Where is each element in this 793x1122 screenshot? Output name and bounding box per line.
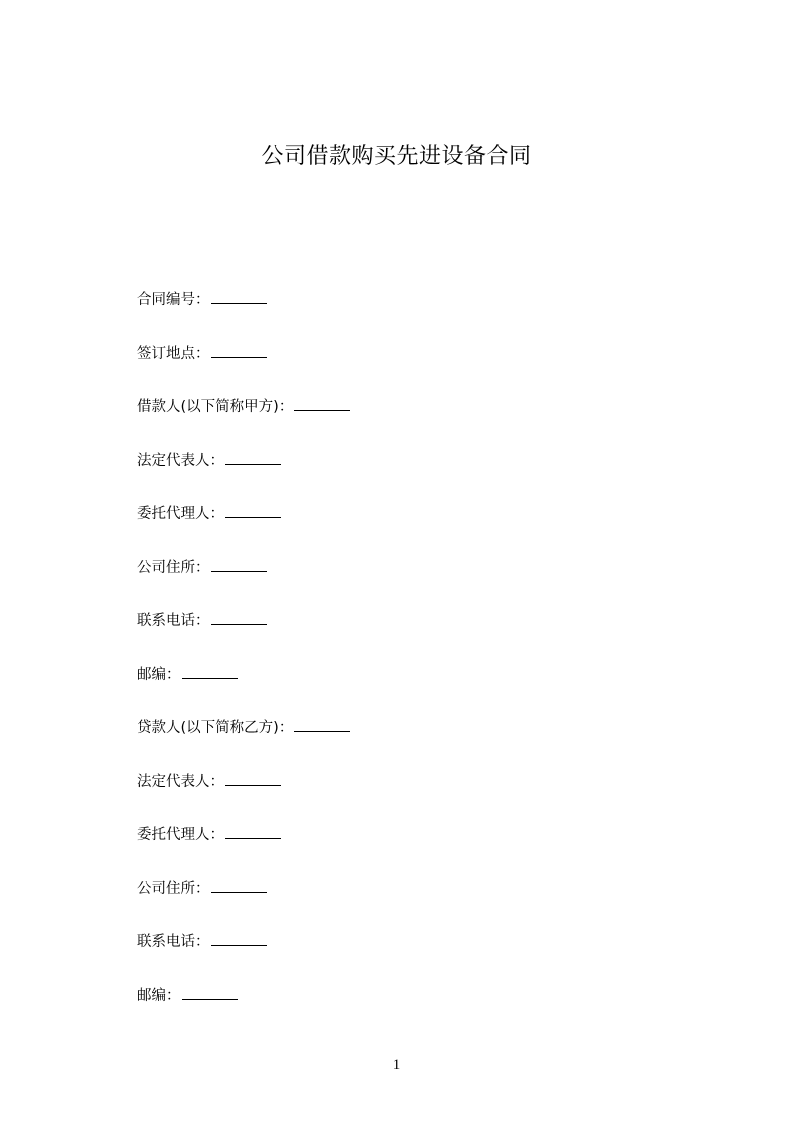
fill-in-blank bbox=[211, 557, 267, 572]
fill-in-blank bbox=[211, 878, 267, 893]
fill-in-blank bbox=[211, 289, 267, 304]
field-contract-number bbox=[137, 289, 697, 343]
field-lender-address bbox=[137, 878, 697, 932]
field-label: 法定代表人： bbox=[137, 452, 224, 469]
field-label: 贷款人(以下简称乙方)： bbox=[137, 720, 294, 736]
fill-in-blank bbox=[225, 450, 281, 465]
field-borrower-postcode bbox=[137, 664, 697, 718]
field-borrower-agent bbox=[137, 503, 697, 557]
fill-in-blank bbox=[211, 931, 267, 946]
field-borrower-legal-rep bbox=[137, 450, 697, 504]
fill-in-blank bbox=[294, 717, 350, 732]
document-title: 公司借款购买先进设备合同 bbox=[261, 144, 532, 169]
field-label: 公司住所： bbox=[137, 559, 210, 576]
field-borrower-phone bbox=[137, 610, 697, 664]
field-lender-agent bbox=[137, 824, 697, 878]
field-label: 邮编： bbox=[137, 987, 181, 1004]
fill-in-blank bbox=[182, 985, 238, 1000]
field-label: 合同编号： bbox=[137, 292, 210, 308]
fill-in-blank bbox=[225, 503, 281, 518]
fill-in-blank bbox=[294, 396, 350, 411]
field-borrower bbox=[137, 396, 697, 450]
field-lender bbox=[137, 717, 697, 771]
field-lender-postcode bbox=[137, 985, 697, 1039]
field-label: 联系电话： bbox=[137, 613, 210, 629]
fill-in-blank bbox=[182, 664, 238, 679]
party-info-list bbox=[137, 289, 697, 1038]
field-label: 委托代理人： bbox=[137, 827, 224, 843]
fill-in-blank bbox=[225, 824, 281, 839]
fill-in-blank bbox=[211, 343, 267, 358]
field-lender-legal-rep bbox=[137, 771, 697, 825]
field-signing-place bbox=[137, 343, 697, 397]
field-label: 委托代理人： bbox=[137, 506, 224, 522]
field-label: 签订地点： bbox=[137, 345, 210, 362]
field-label: 法定代表人： bbox=[137, 773, 224, 790]
field-lender-phone bbox=[137, 931, 697, 985]
field-label: 借款人(以下简称甲方)： bbox=[137, 399, 294, 415]
field-borrower-address bbox=[137, 557, 697, 611]
field-label: 邮编： bbox=[137, 666, 181, 683]
fill-in-blank bbox=[211, 610, 267, 625]
field-label: 联系电话： bbox=[137, 934, 210, 950]
field-label: 公司住所： bbox=[137, 880, 210, 897]
page-number: 1 bbox=[392, 1057, 401, 1073]
fill-in-blank bbox=[225, 771, 281, 786]
